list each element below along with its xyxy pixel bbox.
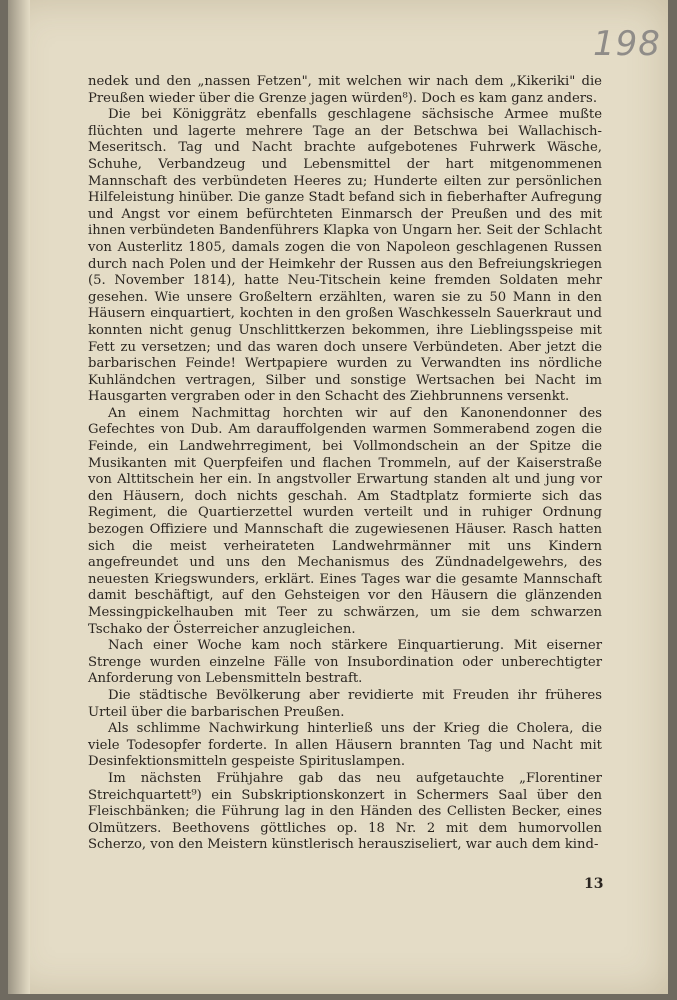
paragraph: nedek und den „nassen Fetzen", mit welchen wir nach dem „Kikeriki" die Preußen wieder über die Grenze jagen würden⁸). Doch es kam ganz anders. <box>88 74 602 106</box>
body-text <box>88 74 602 854</box>
paragraph: Im nächsten Frühjahre gab das neu aufgetauchte „Florentiner Streichquartett⁹) ein Subskriptionskonzert in Schermers Saal über den Fleischbänken; die Führung lag in den Händen des Cellisten Becker, eines Olmützers. Beethovens göttliches op. 18 Nr. 2 mit dem humorvollen Scherzo, von den Meistern künstlerisch herausziseliert, war auch dem kind- <box>88 770 602 853</box>
paragraph: An einem Nachmittag horchten wir auf den Kanonendonner des Gefechtes von Dub. Am darauffolgenden warmen Sommerabend zogen die Feinde, ein Landwehrregiment, bei Vollmondschein an der Spitze die Musikanten mit Querpfeifen und flachen Trommeln, auf der Kaiserstraße von Alttitschein her ein. In angstvoller Erwartung standen alt und jung vor den Häusern, doch nichts geschah. Am Stadtplatz formierte sich das Regiment, die Quartierzettel wurden verteilt und in ruhiger Ordnung bezogen Offiziere und Mannschaft die zugewiesenen Häuser. Rasch hatten sich die meist verheirateten Landwehrmänner mit uns Kindern angefreundet und uns den Mechanismus des Zündnadelgewehrs, des neuesten Kriegswunders, erklärt. Eines Tages war die gesamte Mannschaft damit beschäftigt, auf den Gehsteigen vor den Häusern die glänzenden Messingpickelhauben mit Teer zu schwärzen, um sie dem schwarzen Tschako der Österreicher anzugleichen. <box>88 405 602 637</box>
page-binding-edge <box>8 0 30 994</box>
page-number: 13 <box>584 876 604 892</box>
handwritten-page-number: 198 <box>593 24 661 64</box>
paragraph: Als schlimme Nachwirkung hinterließ uns der Krieg die Cholera, die viele Todesopfer forderte. In allen Häusern brannten Tag und Nacht mit Desinfektionsmitteln gespeiste Spirituslampen. <box>88 721 602 770</box>
book-page <box>8 0 668 994</box>
paragraph: Die städtische Bevölkerung aber revidierte mit Freuden ihr früheres Urteil über die barbarischen Preußen. <box>88 687 602 720</box>
paragraph: Die bei Königgrätz ebenfalls geschlagene sächsische Armee mußte flüchten und lagerte mehrere Tage an der Betschwa bei Wallachisch-Meseritsch. Tag und Nacht brachte aufgebotenes Fuhrwerk Wäsche, Schuhe, Verbandzeug und Lebensmittel der hart mitgenommenen Mannschaft des verbündeten Heeres zu; Hunderte eilten zur persönlichen Hilfeleistung hinüber. Die ganze Stadt befand sich in fieberhafter Aufregung und Angst vor einem befürchteten Einmarsch der Preußen und des mit ihnen verbündeten Bandenführers Klapka von Ungarn her. Seit der Schlacht von Austerlitz 1805, damals zogen die von Napoleon geschlagenen Russen durch nach Polen und der Heimkehr der Russen aus den Befreiungskriegen (5. November 1814), hatte Neu-Titschein keine fremden Soldaten mehr gesehen. Wie unsere Großeltern erzählten, waren sie zu 50 Mann in den Häusern einquartiert, kochten in den großen Waschkesseln Sauerkraut und konnten nicht genug Unschlittkerzen bekommen, ihre Lieblingsspeise mit Fett zu versetzen; und das waren doch unsere Verbündeten. Aber jetzt die barbarischen Feinde! Wertpapiere wurden zu Verwandten ins nördliche Kuhländchen vertragen, Silber und sonstige Wertsachen bei Nacht im Hausgarten vergraben oder in den Schacht des Ziehbrunnens versenkt. <box>88 107 602 405</box>
paragraph: Nach einer Woche kam noch stärkere Einquartierung. Mit eiserner Strenge wurden einzelne Fälle von Insubordination oder unberechtigter Anforderung von Lebensmitteln bestraft. <box>88 638 602 687</box>
